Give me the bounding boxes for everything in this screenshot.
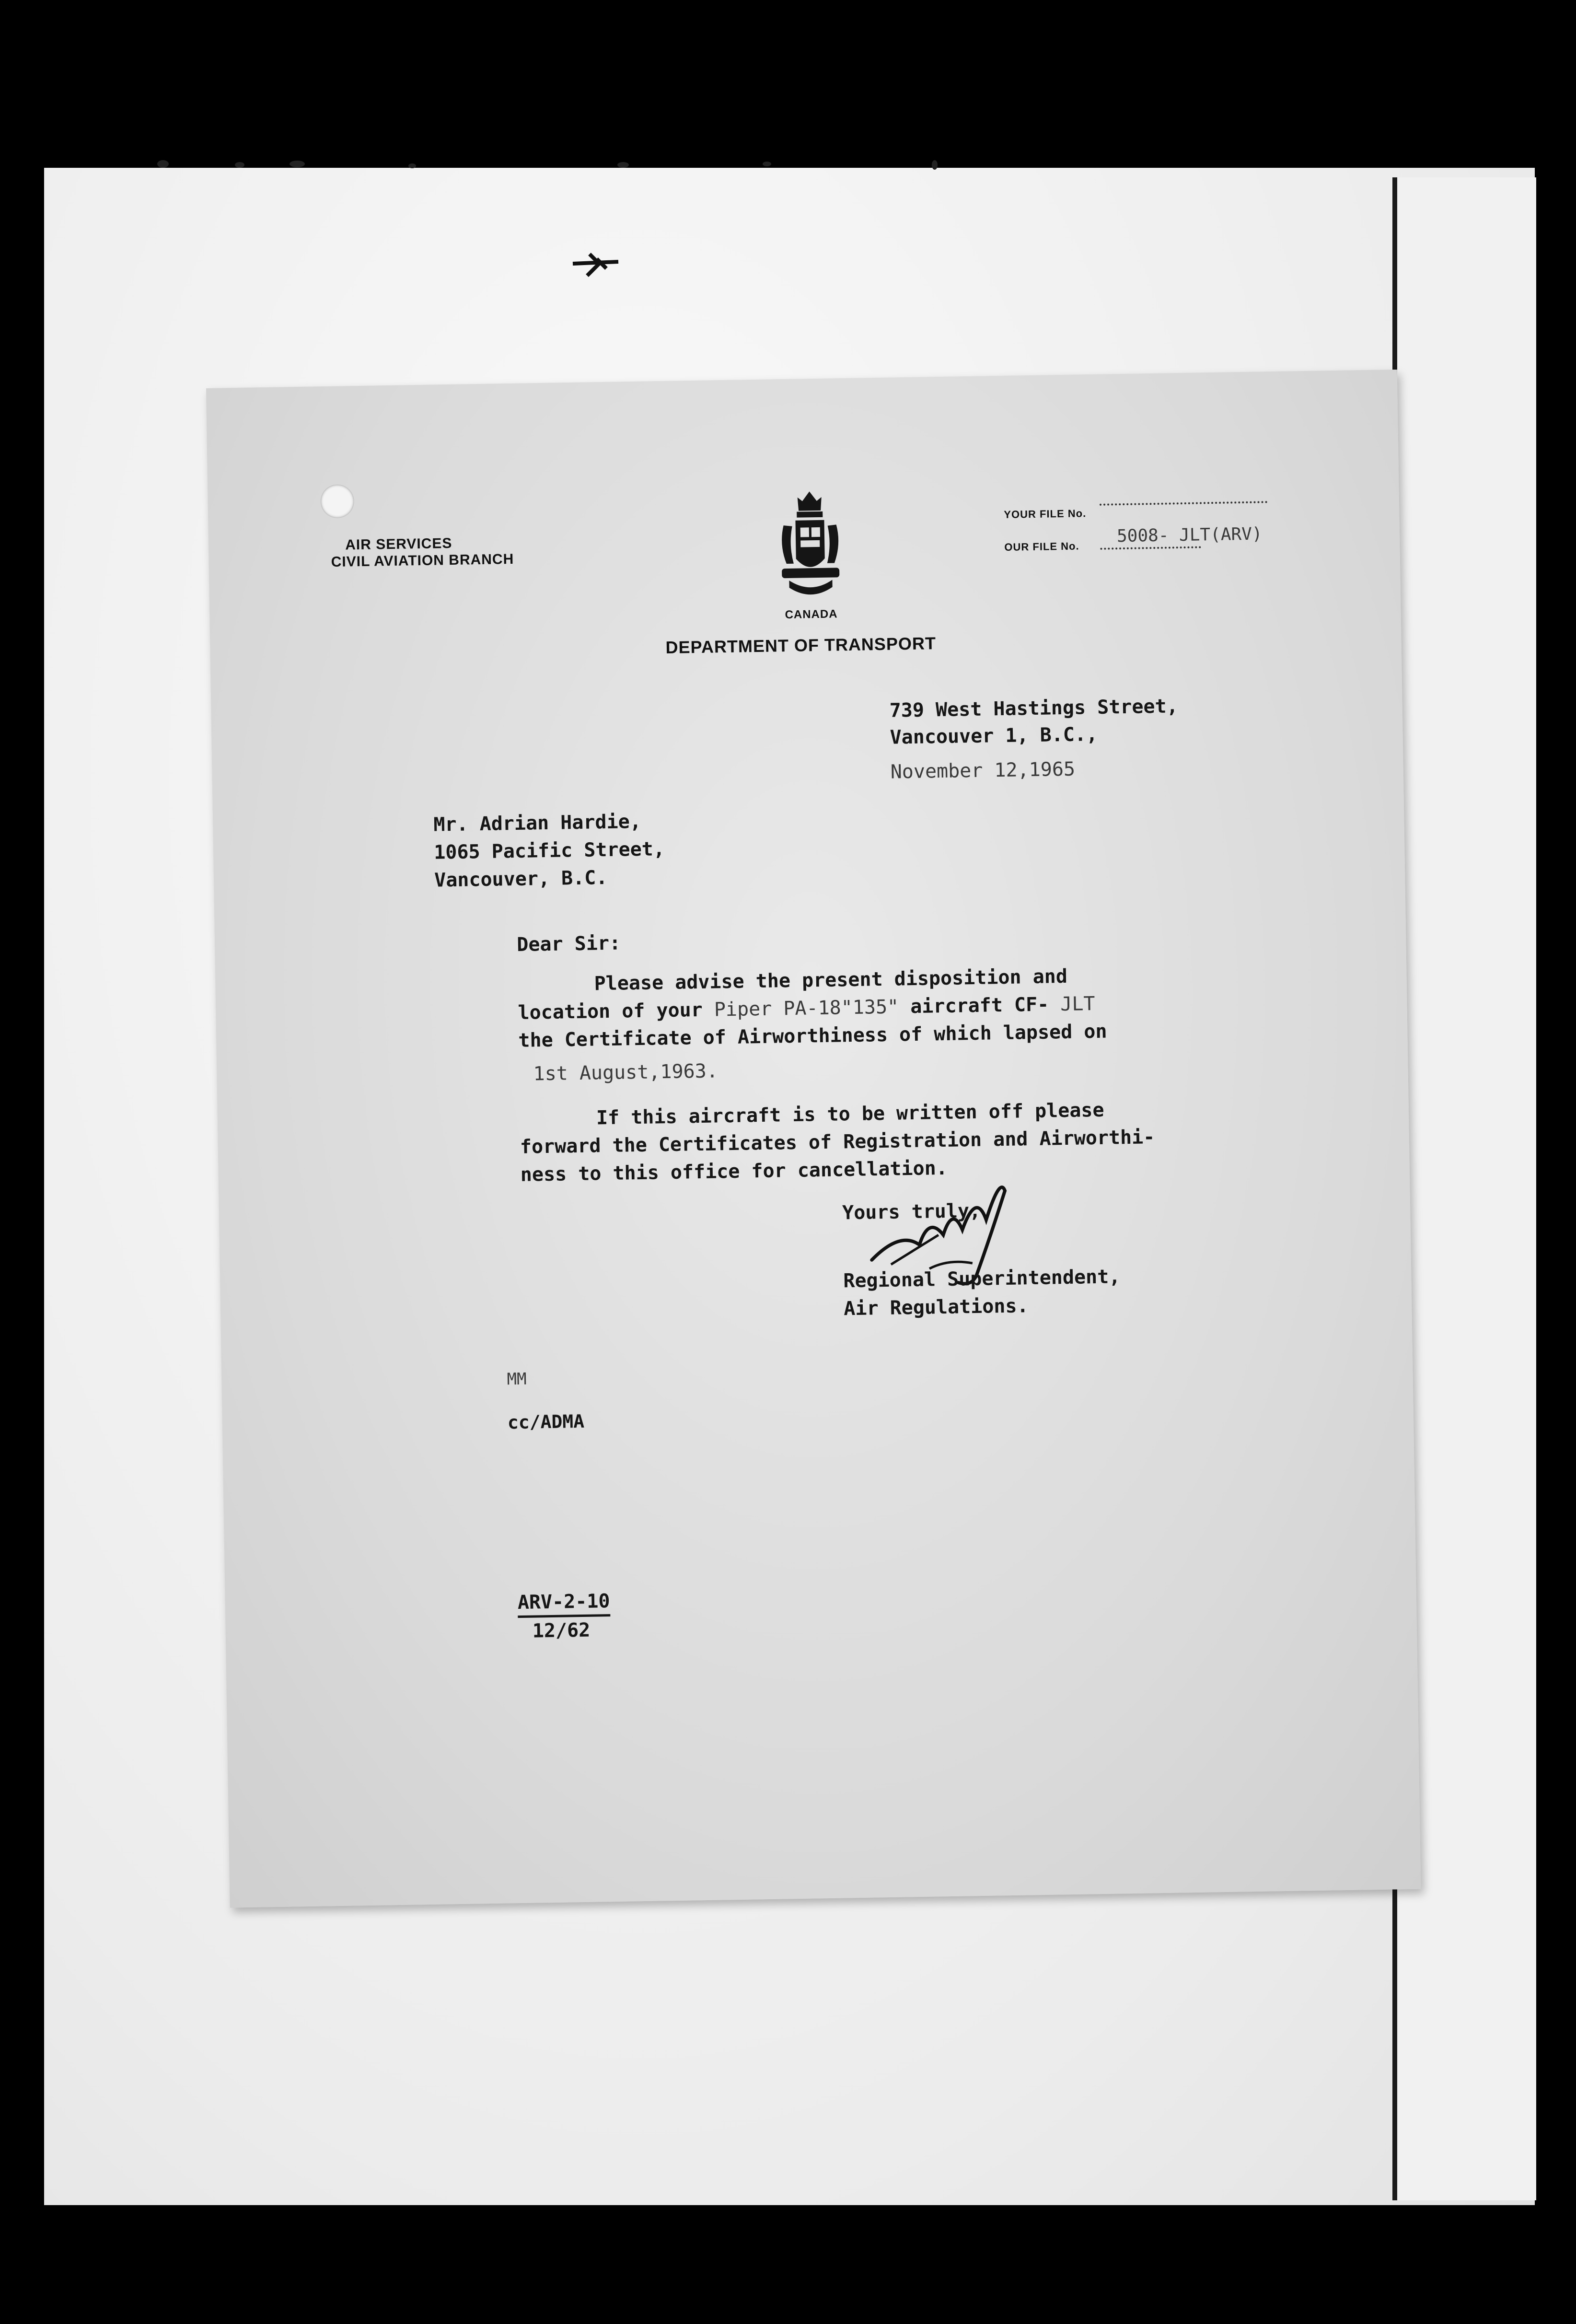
paragraph-1-line-2-aircraft: aircraft CF- bbox=[910, 993, 1049, 1018]
letter-sheet bbox=[206, 370, 1421, 1908]
paragraph-1-line-1: Please advise the present disposition and bbox=[594, 965, 1068, 995]
our-file-number: 5008- JLT(ARV) bbox=[1116, 524, 1263, 546]
carbon-copy: cc/ADMA bbox=[507, 1410, 585, 1433]
signatory-title-line-1: Regional Superintendent, bbox=[843, 1266, 1121, 1292]
paragraph-2-line-1: If this aircraft is to be written off please bbox=[596, 1099, 1104, 1129]
branch-line-1: AIR SERVICES bbox=[345, 535, 452, 553]
your-file-label: YOUR FILE No. bbox=[1004, 507, 1087, 521]
branch-line-2: CIVIL AVIATION BRANCH bbox=[331, 551, 514, 570]
closing: Yours truly, bbox=[842, 1199, 981, 1224]
salutation: Dear Sir: bbox=[516, 932, 621, 956]
canada-coat-of-arms-icon bbox=[774, 491, 847, 602]
crest-caption: CANADA bbox=[785, 607, 838, 622]
our-file-label: OUR FILE No. bbox=[1004, 540, 1079, 553]
paragraph-1-line-3: the Certificate of Airworthiness of which lapsed on bbox=[518, 1020, 1107, 1052]
sender-address-line-1: 739 West Hastings Street, bbox=[889, 695, 1179, 722]
adjacent-page-strip bbox=[1392, 177, 1536, 2200]
letter-date: November 12,1965 bbox=[890, 758, 1076, 783]
recipient-city: Vancouver, B.C. bbox=[434, 866, 608, 892]
paragraph-1-line-2-lead: location of your bbox=[518, 999, 703, 1024]
lapse-date: 1st August,1963. bbox=[533, 1060, 718, 1085]
recipient-name: Mr. Adrian Hardie, bbox=[433, 810, 642, 836]
form-number: ARV-2-10 bbox=[518, 1590, 610, 1618]
typist-initials: MM bbox=[507, 1369, 527, 1389]
our-file-fill-line bbox=[1100, 546, 1201, 549]
aircraft-type: Piper PA-18"135" bbox=[714, 996, 899, 1021]
paragraph-2-line-2: forward the Certificates of Registration and Airworthi- bbox=[520, 1126, 1155, 1158]
paperclip-mark-icon bbox=[570, 249, 623, 283]
punch-hole bbox=[320, 484, 354, 518]
top-edge-marks bbox=[144, 153, 959, 173]
form-date: 12/62 bbox=[532, 1619, 591, 1642]
aircraft-registration: JLT bbox=[1060, 993, 1095, 1016]
sender-address-line-2: Vancouver 1, B.C., bbox=[890, 723, 1098, 749]
recipient-street: 1065 Pacific Street, bbox=[433, 838, 665, 864]
signatory-title-line-2: Air Regulations. bbox=[843, 1295, 1029, 1320]
department-title: DEPARTMENT OF TRANSPORT bbox=[665, 633, 937, 658]
your-file-fill-line bbox=[1100, 501, 1267, 505]
paragraph-1-line-2 bbox=[518, 993, 1095, 1024]
paragraph-2-line-3: ness to this office for cancellation. bbox=[520, 1157, 948, 1186]
